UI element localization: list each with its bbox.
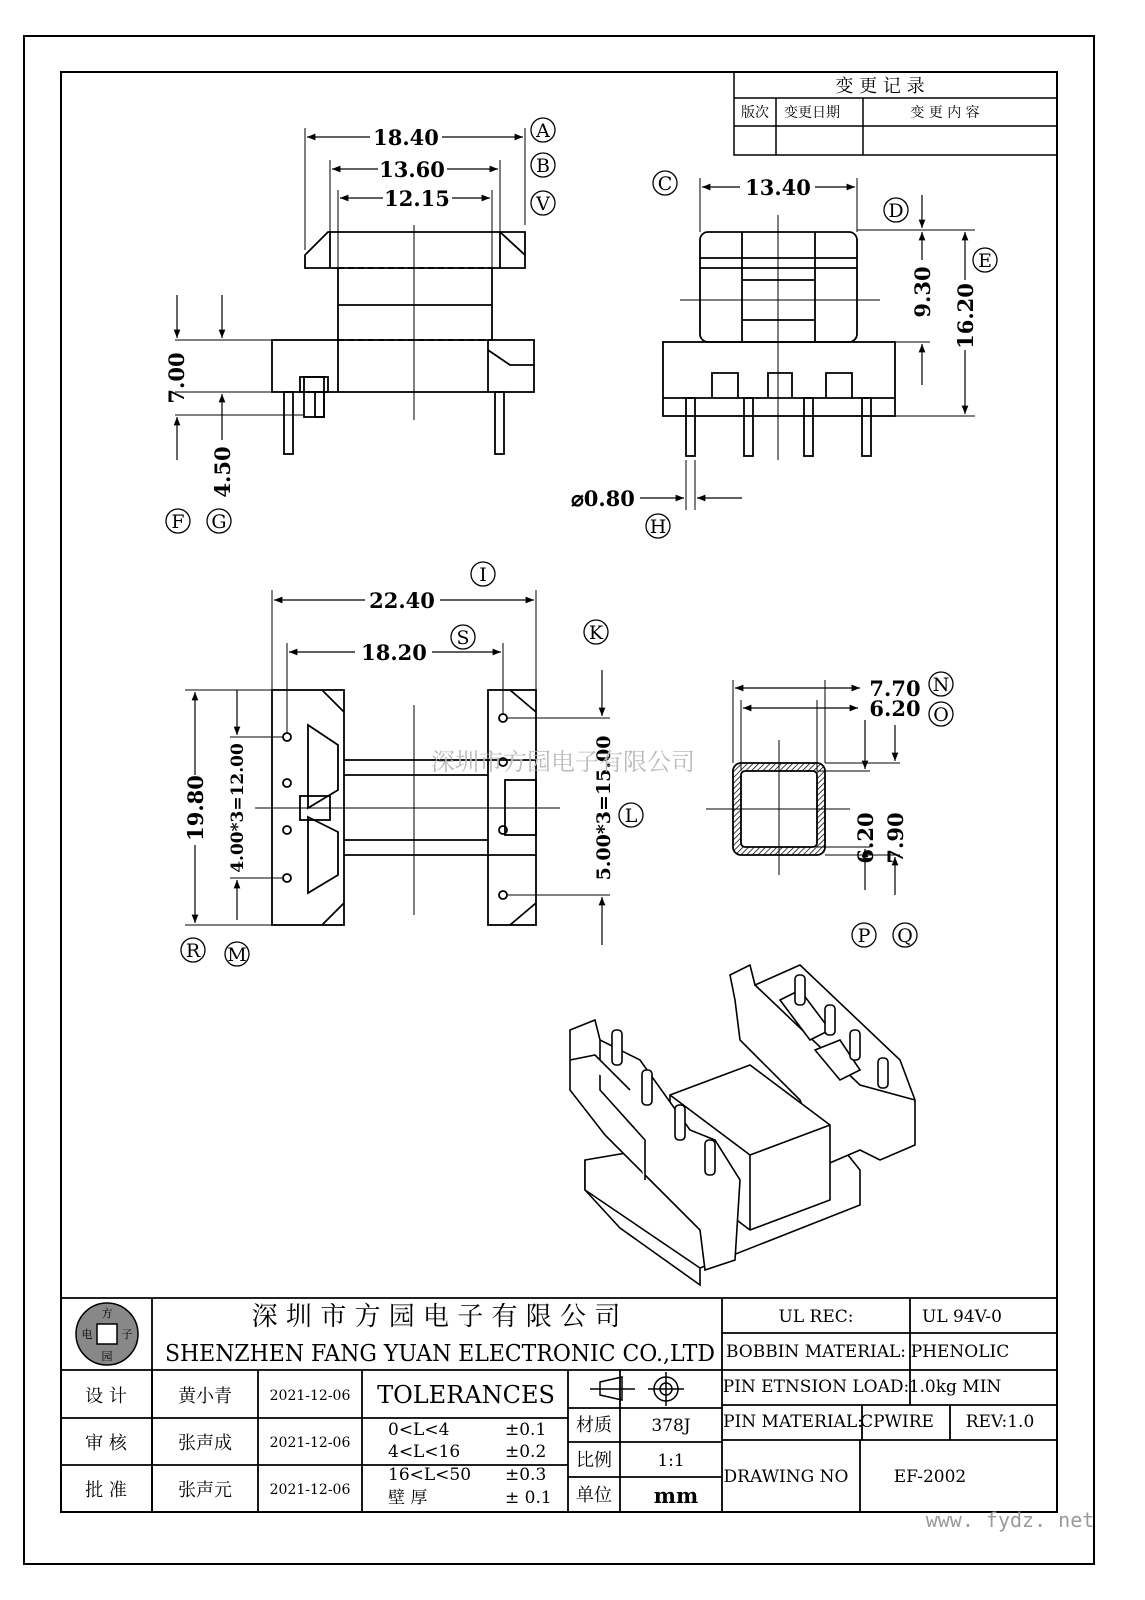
tol-range-3: 16<L<50 (388, 1465, 472, 1485)
reviewer-name: 张声成 (178, 1433, 232, 1454)
unit-value: mm (653, 1483, 699, 1508)
tol-range-2: 4<L<16 (388, 1442, 461, 1462)
label-v: V (536, 193, 550, 215)
side-view (663, 178, 975, 510)
revision-header-content: 变 更 内 容 (910, 105, 980, 121)
tol-value-1: ±0.1 (505, 1420, 547, 1440)
revision-table-title: 变 更 记 录 (835, 76, 925, 97)
dim-g-value: 4.50 (210, 446, 235, 498)
website-watermark: www. fydz. net (925, 1508, 1095, 1532)
ul-rec-value: UL 94V-0 (922, 1307, 1002, 1327)
revision-header-version: 版次 (741, 105, 769, 121)
projection-symbol (590, 1372, 684, 1406)
dim-c-value: 13.40 (745, 175, 811, 200)
tol-value-2: ±0.2 (505, 1442, 547, 1462)
dim-m-value: 4.00*3=12.00 (228, 743, 248, 873)
isometric-view (570, 965, 915, 1285)
label-a: A (536, 120, 550, 142)
pin-load-value: 1.0kg MIN (908, 1377, 1002, 1397)
top-view-dims (177, 137, 523, 460)
dim-r-value: 19.80 (183, 775, 208, 841)
tolerances-title: TOLERANCES (377, 1381, 555, 1409)
approver-name: 张声元 (178, 1480, 232, 1501)
dim-b-value: 13.60 (379, 157, 445, 182)
dim-p-value: 6.20 (853, 812, 878, 864)
label-r: R (185, 940, 201, 962)
pin-load-label: PIN ETNSION LOAD: (722, 1377, 910, 1397)
dim-o-value: 6.20 (869, 696, 921, 721)
dim-a-value: 18.40 (373, 125, 439, 150)
label-e: E (978, 250, 992, 272)
label-q: Q (897, 925, 913, 947)
label-i: I (479, 564, 487, 586)
tol-range-4: 壁 厚 (388, 1488, 428, 1508)
top-view (175, 128, 534, 454)
material-value: 378J (651, 1416, 691, 1436)
label-m: M (227, 944, 247, 966)
dim-f-value: 7.00 (164, 352, 189, 404)
dim-q-value: 7.90 (883, 812, 908, 864)
label-l: L (624, 805, 638, 827)
logo-char-bottom: 园 (101, 1350, 113, 1363)
label-f: F (171, 511, 185, 533)
company-name-cn: 深 圳 市 方 园 电 子 有 限 公 司 (251, 1302, 621, 1332)
material-label: 材质 (576, 1415, 612, 1436)
pin-material-label: PIN MATERIAL: (723, 1412, 863, 1432)
company-name-en: SHENZHEN FANG YUAN ELECTRONIC CO.,LTD (165, 1341, 715, 1367)
revision-value: REV:1.0 (965, 1412, 1035, 1432)
dim-d-value: 9.30 (910, 266, 935, 318)
label-p: P (857, 925, 871, 947)
label-s: S (456, 627, 470, 649)
label-d: D (888, 200, 904, 222)
approve-date: 2021-12-06 (269, 1482, 351, 1498)
dim-i-value: 22.40 (369, 588, 435, 613)
role-review: 审 核 (85, 1433, 127, 1454)
label-o: O (933, 704, 949, 726)
logo-char-left: 电 (81, 1328, 93, 1341)
dim-v-value: 12.15 (384, 186, 450, 211)
dim-s-value: 18.20 (361, 640, 427, 665)
watermark: 深圳市方园电子有限公司 (431, 748, 695, 776)
label-k: K (588, 622, 604, 644)
revision-header-date: 变更日期 (784, 105, 840, 121)
bobbin-material-label: BOBBIN MATERIAL: (725, 1342, 907, 1362)
drawing-no-value: EF-2002 (893, 1467, 967, 1487)
label-c: C (657, 173, 673, 195)
pin-material-value: CPWIRE (860, 1412, 934, 1432)
dim-l-value: 5.00*3=15.00 (593, 735, 615, 881)
scale-label: 比例 (576, 1450, 612, 1471)
role-approve: 批 准 (85, 1480, 127, 1501)
designer-name: 黄小青 (178, 1386, 232, 1407)
tol-range-1: 0<L<4 (388, 1420, 450, 1440)
label-n: N (932, 674, 950, 696)
role-design: 设 计 (85, 1386, 127, 1407)
dim-h-value: ⌀0.80 (571, 486, 635, 511)
dim-e-value: 16.20 (953, 283, 978, 349)
design-date: 2021-12-06 (269, 1388, 351, 1404)
scale-value: 1:1 (657, 1451, 685, 1471)
logo-char-top: 方 (101, 1307, 113, 1320)
review-date: 2021-12-06 (269, 1435, 351, 1451)
tol-value-4: ± 0.1 (505, 1488, 552, 1508)
tol-value-3: ±0.3 (505, 1465, 547, 1485)
logo-char-right: 子 (121, 1328, 133, 1341)
dim-n-value: 7.70 (869, 676, 921, 701)
bobbin-material-value: PHENOLIC (910, 1342, 1010, 1362)
unit-label: 单位 (576, 1485, 612, 1506)
label-h: H (649, 516, 667, 538)
label-g: G (211, 511, 227, 533)
inner-frame (61, 72, 1057, 1512)
drawing-no-label: DRAWING NO (723, 1467, 849, 1487)
label-b: B (536, 155, 550, 177)
ul-rec-label: UL REC: (778, 1307, 854, 1327)
